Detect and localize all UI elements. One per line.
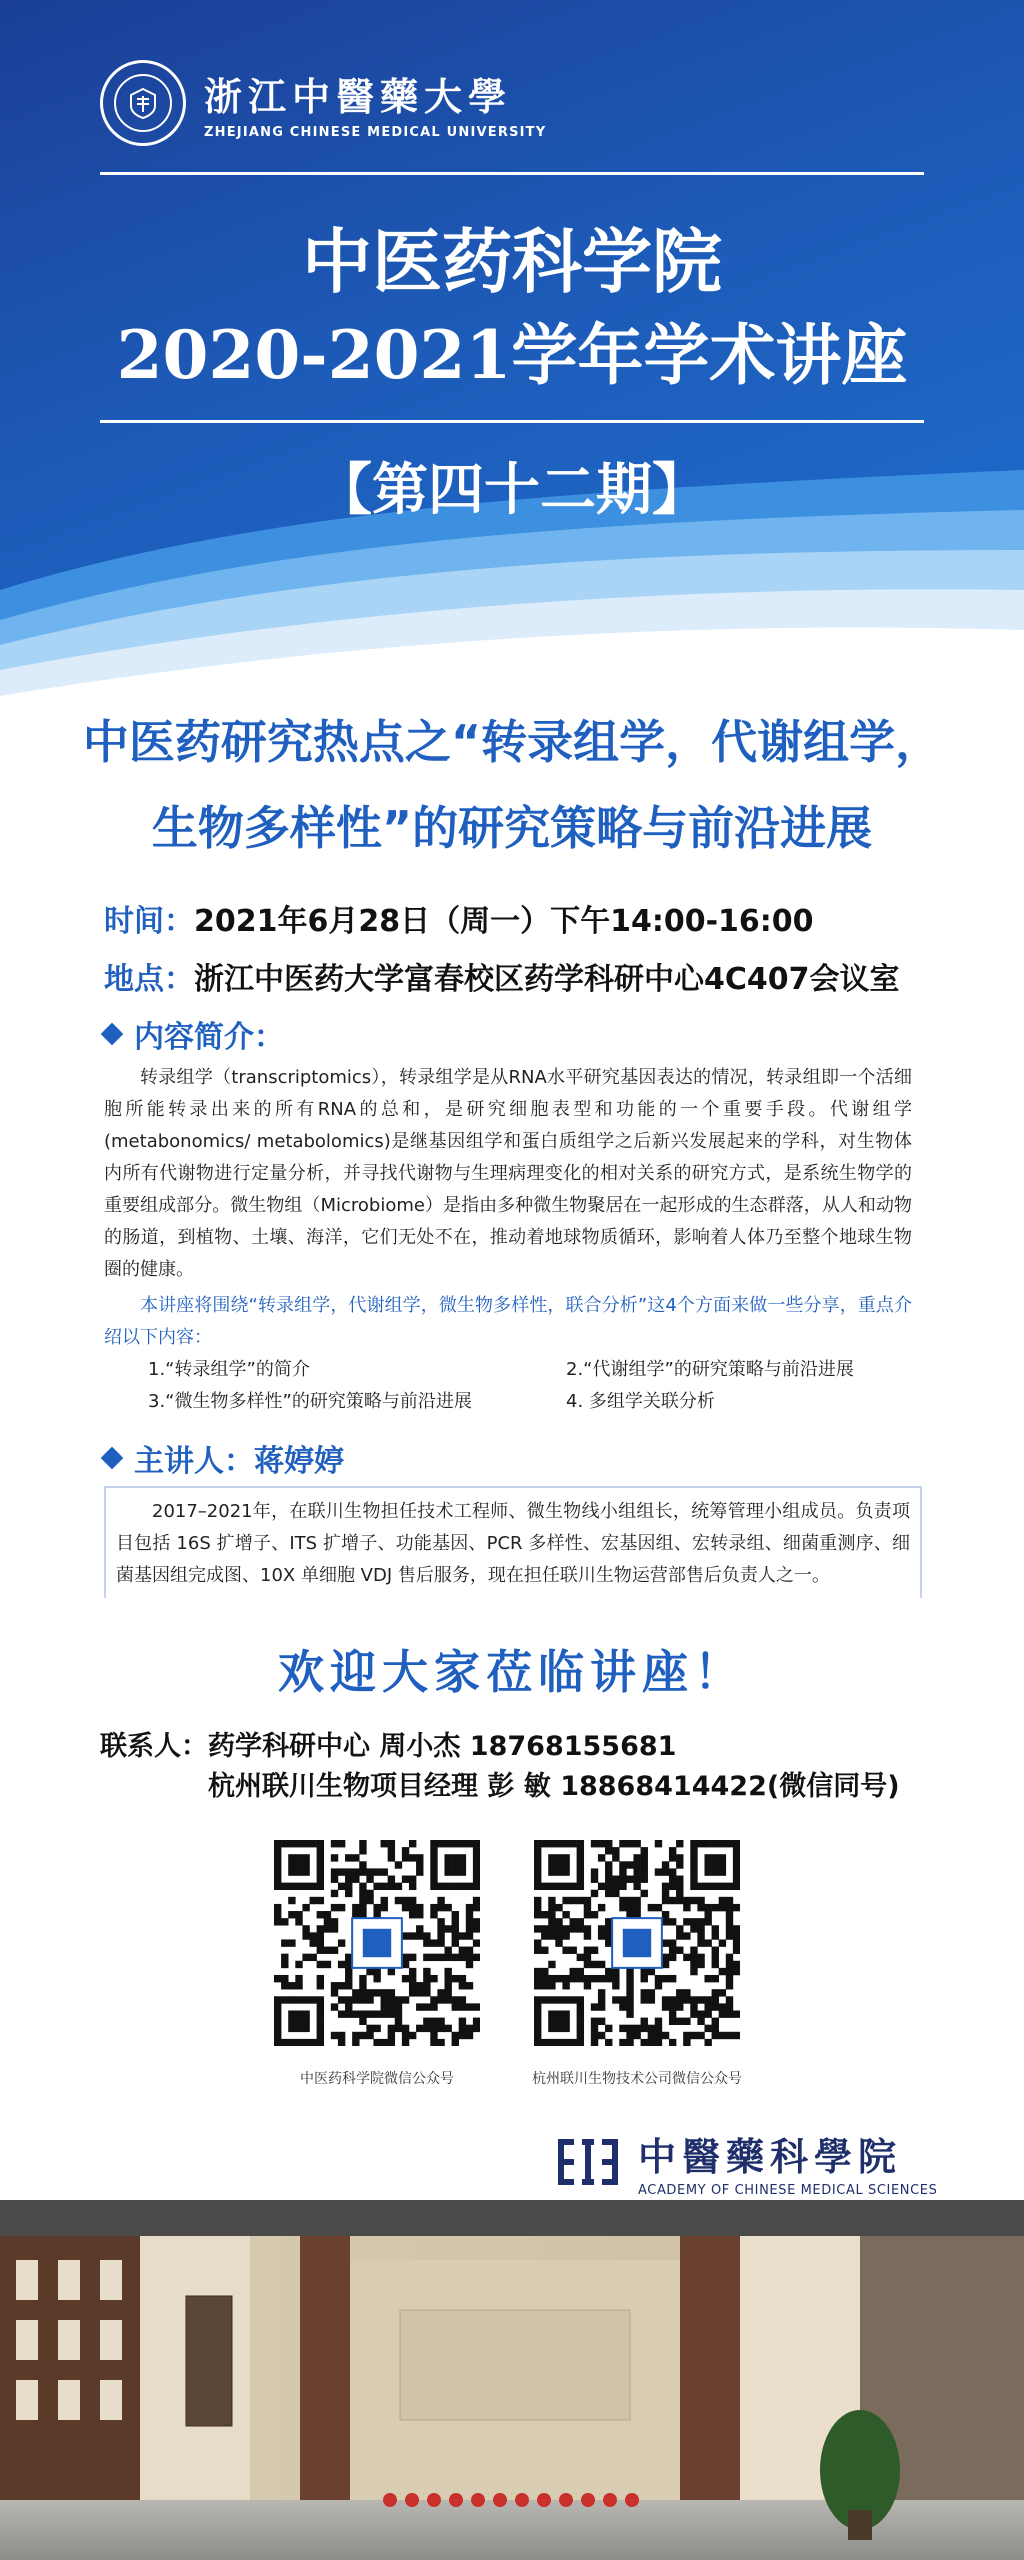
research-center-lobby-photo — [0, 2200, 1024, 2560]
university-name-cn: 浙江中醫藥大學 — [204, 74, 513, 119]
university-seal-icon — [100, 60, 186, 146]
lecture-series-title: 2020-2021学年学术讲座 — [116, 316, 908, 394]
time-label: 时间： — [104, 904, 194, 939]
qr-code-academy[interactable] — [274, 1840, 480, 2046]
topic-list — [148, 1354, 908, 1418]
academy-name-cn: 中醫藥科學院 — [638, 2134, 903, 2179]
intro-heading — [104, 1012, 284, 1056]
diamond-bullet-icon — [101, 1023, 124, 1046]
topic-item-1: 1.“转录组学”的简介 — [148, 1359, 310, 1380]
speaker-bio: 2017–2021年，在联川生物担任技术工程师、微生物线小组组长，统筹管理小组成员。负责项目包括 16S 扩增子、ITS 扩增子、功能基因、PCR 多样性、宏基因组、宏转录组、细菌重测序、细菌基因组完成图、10X 单细胞 VDJ 售后服务，现在担任联川生物运营部售后负责人之一。 — [104, 1486, 922, 1598]
diamond-bullet-icon — [101, 1447, 124, 1470]
time-value: 2021年6月28日（周一）下午14:00-16:00 — [194, 904, 814, 939]
talk-title-line2: 生物多样性”的研究策略与前沿进展 — [151, 801, 873, 855]
speaker-heading — [104, 1436, 344, 1480]
place-value: 浙江中医药大学富春校区药学科研中心4C407会议室 — [194, 962, 900, 997]
header-banner — [0, 0, 1024, 720]
qr-code-lianchuan[interactable] — [534, 1840, 740, 2046]
intro-paragraph: 转录组学（transcriptomics），转录组学是从RNA水平研究基因表达的情况，转录组即一个活细胞所能转录出来的所有RNA的总和，是研究细胞表型和功能的一个重要手段。代谢组学(metabonomics/ metabolomics)是继基因组学和蛋白质组学之后新兴发展起来的学科，对生物体内所有代谢物进行定量分析，并寻找代谢物与生理病理变化的相对关系的研究方式，是系统生物学的重要组成部分。微生物组（Microbiome）是指由多种微生物聚居在一起形成的生态群落，从人和动物的肠道，到植物、土壤、海洋，它们无处不在，推动着地球物质循环，影响着人体乃至整个地球生物圈的健康。 — [104, 1067, 912, 1280]
emblem-icon — [126, 86, 160, 120]
contact-line-1 — [100, 1724, 676, 1763]
academy-name-en: ACADEMY OF CHINESE MEDICAL SCIENCES — [638, 2183, 938, 2198]
contact-person-2: 杭州联川生物项目经理 彭 敏 18868414422(微信同号) — [208, 1771, 900, 1802]
academy-emblem-icon — [556, 2135, 620, 2189]
header-divider-bottom — [100, 420, 924, 423]
qr-caption-lianchuan: 杭州联川生物技术公司微信公众号 — [532, 2071, 742, 2087]
intro-heading-text: 内容简介： — [134, 1020, 284, 1055]
institute-title: 中医药科学院 — [302, 220, 722, 303]
speaker-heading-text: 主讲人：蒋婷婷 — [134, 1444, 344, 1479]
academy-logo — [556, 2126, 937, 2198]
talk-title-line1: 中医药研究热点之“转录组学，代谢组学， — [82, 715, 942, 769]
qr-caption-academy: 中医药科学院微信公众号 — [300, 2071, 454, 2087]
topic-item-3: 3.“微生物多样性”的研究策略与前沿进展 — [148, 1391, 472, 1412]
place-label: 地点： — [104, 962, 194, 997]
welcome-slogan: 欢迎大家莅临讲座！ — [278, 1645, 746, 1699]
issue-number: 【第四十二期】 — [316, 457, 708, 523]
university-logo — [100, 60, 546, 146]
contact-person-1: 药学科研中心 周小杰 18768155681 — [208, 1731, 677, 1762]
place-row — [104, 954, 900, 998]
header-divider-top — [100, 172, 924, 175]
topic-item-4: 4. 多组学关联分析 — [566, 1391, 715, 1412]
time-row — [104, 896, 814, 940]
contact-label: 联系人： — [100, 1731, 208, 1762]
university-name-en: ZHEJIANG CHINESE MEDICAL UNIVERSITY — [204, 125, 547, 140]
topic-item-2: 2.“代谢组学”的研究策略与前沿进展 — [566, 1359, 854, 1380]
intro-focus: 本讲座将围绕“转录组学，代谢组学，微生物多样性，联合分析”这4个方面来做一些分享，重点介绍以下内容： — [104, 1295, 912, 1348]
